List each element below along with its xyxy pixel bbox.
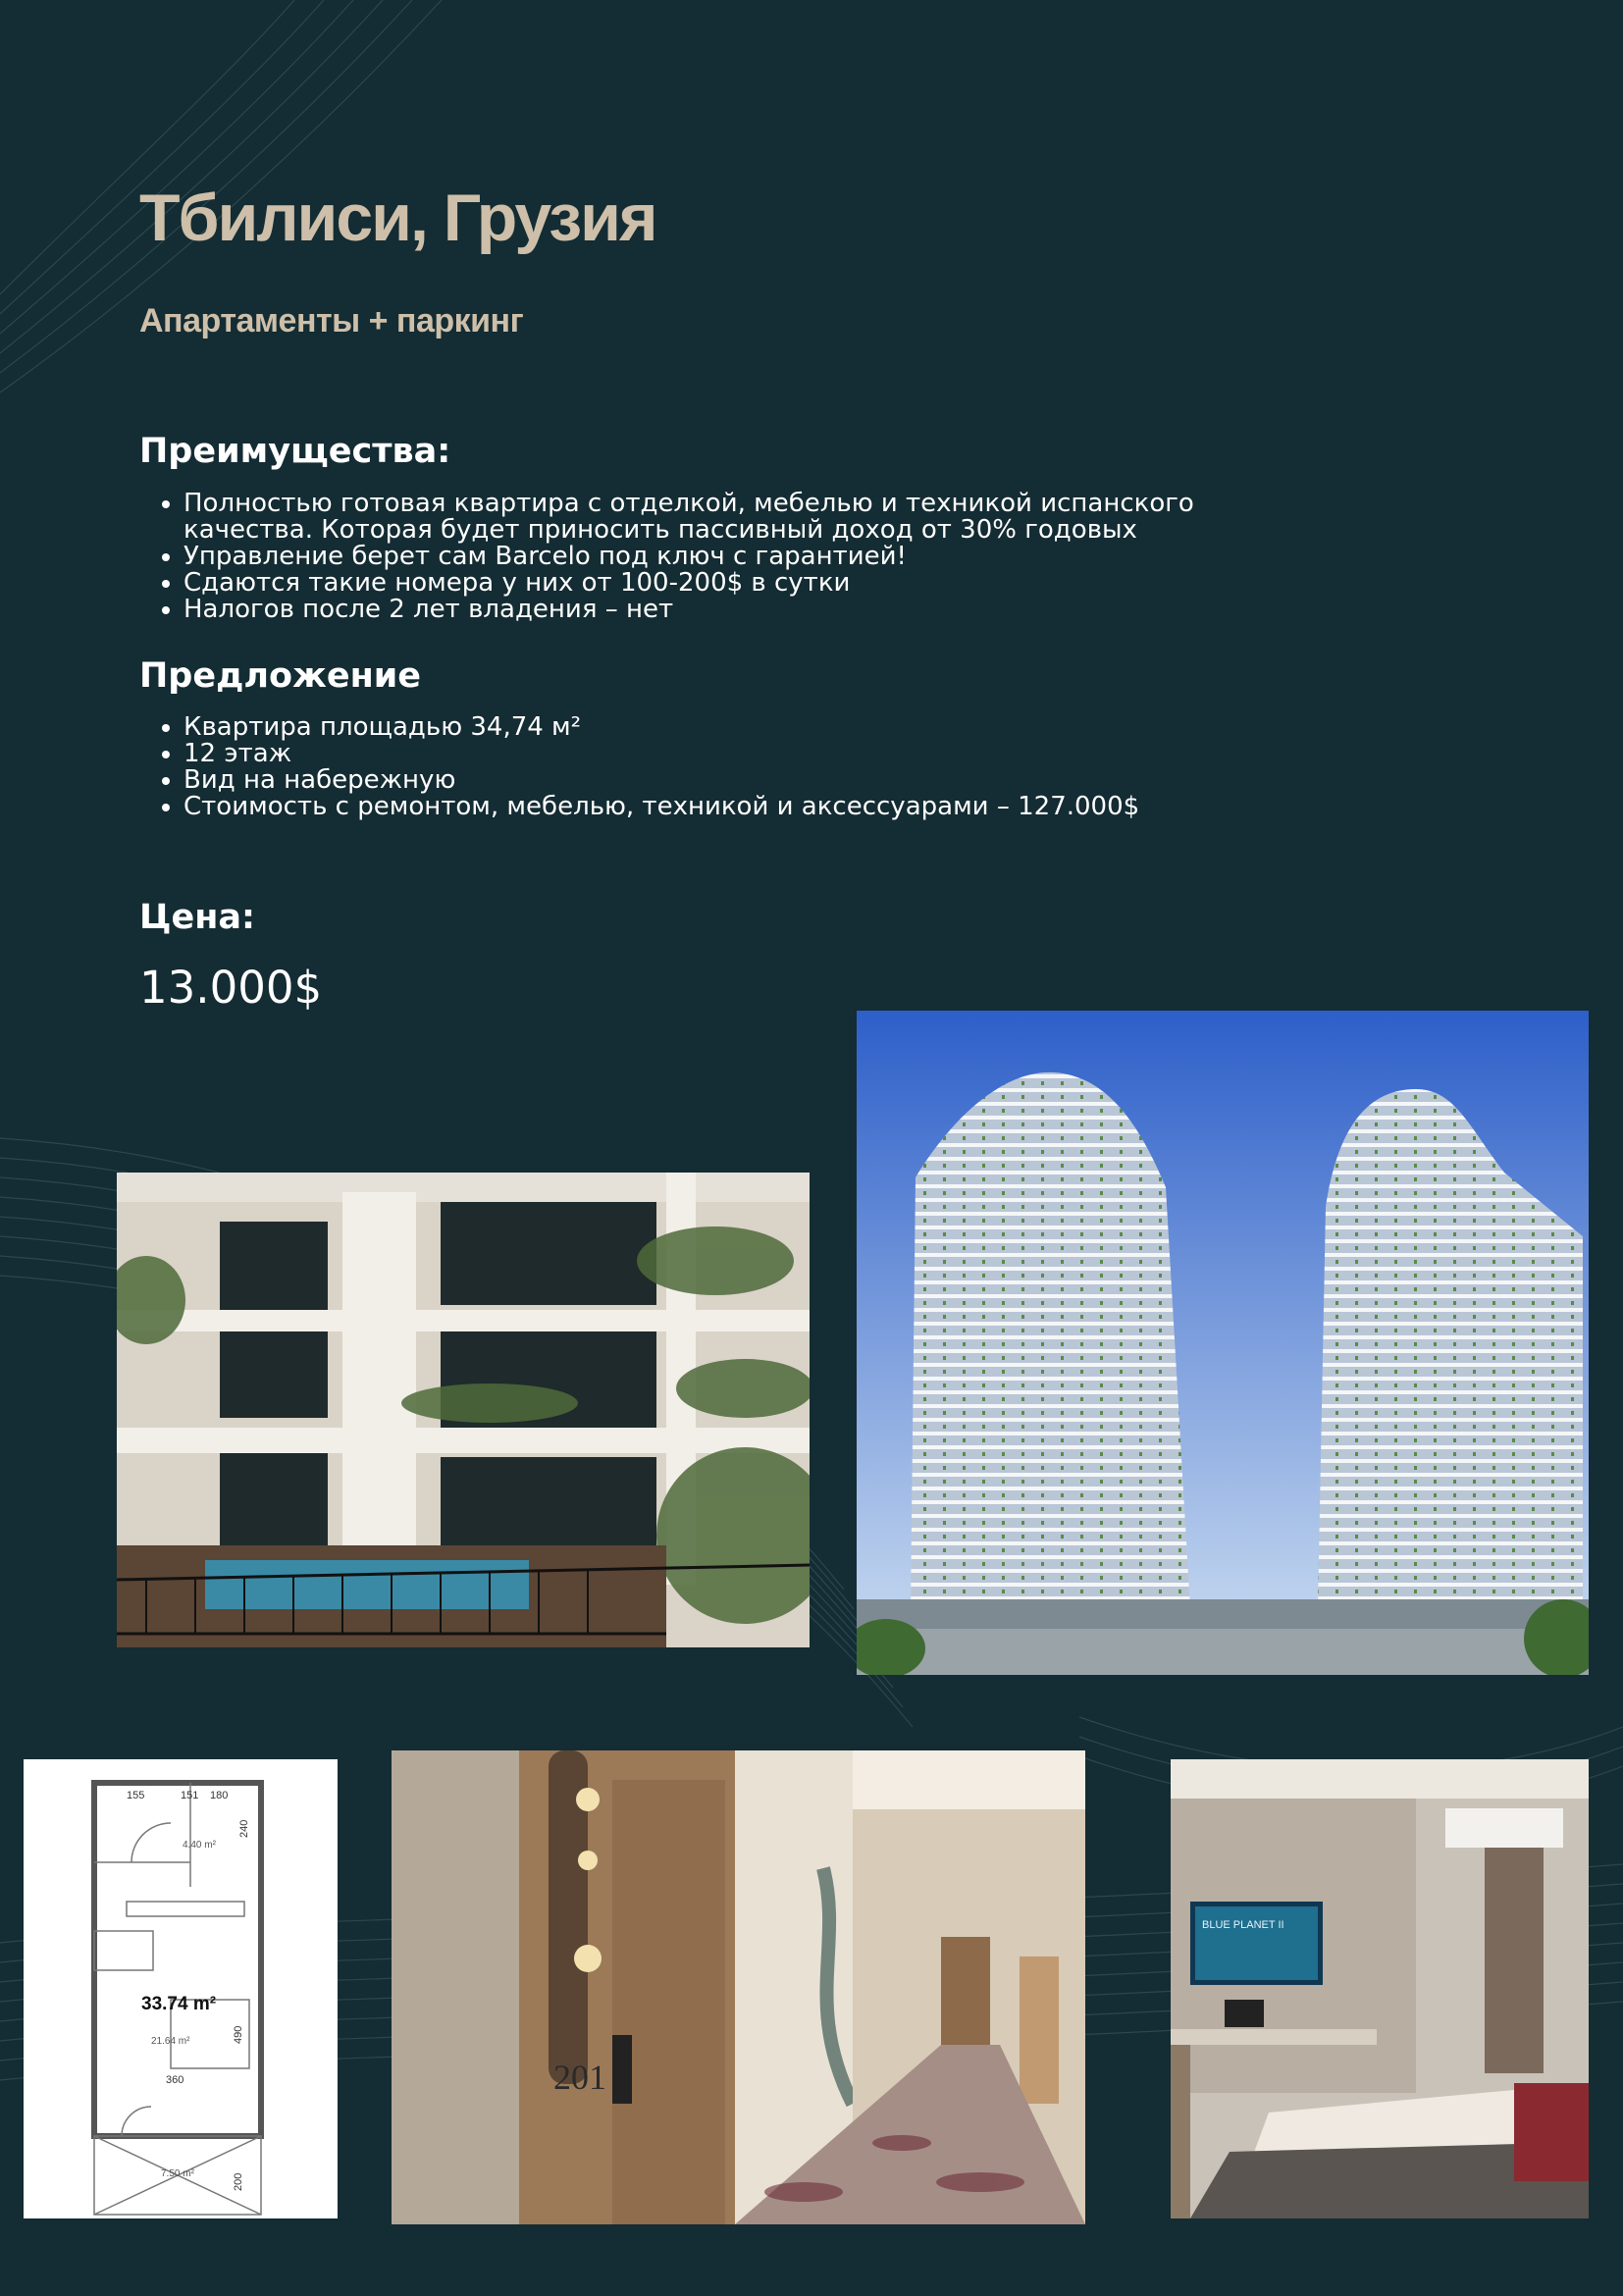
offer-list: [139, 714, 1283, 820]
bedroom-photo: [1171, 1759, 1589, 2218]
list-item: • Квартира площадью 34,74 м²: [183, 714, 1283, 741]
list-item: • Вид на набережную: [183, 767, 1283, 794]
floor-plan: [24, 1759, 338, 2218]
corridor-photo: [392, 1750, 1085, 2224]
dim-240: 240: [238, 1819, 250, 1838]
list-item: • 12 этаж: [183, 741, 1283, 767]
total-area: 33.74 m²: [141, 1994, 217, 2014]
list-item: • Сдаются такие номера у них от 100-200$ в сутки: [183, 570, 1283, 597]
list-item: • Управление берет сам Barcelo под ключ с гарантией!: [183, 544, 1283, 570]
page-subtitle: Апартаменты + паркинг: [139, 302, 524, 339]
pool-terrace-photo: [117, 1173, 810, 1647]
bath-area: 4.40 m²: [183, 1840, 216, 1851]
page-title: Тбилиси, Грузия: [139, 181, 656, 255]
dim-151: 151: [181, 1790, 199, 1801]
dim-180: 180: [210, 1790, 229, 1801]
balcony-area: 7.50 m²: [161, 2168, 194, 2179]
price-value: 13.000$: [139, 962, 323, 1014]
dim-490: 490: [233, 2025, 244, 2044]
price-heading: Цена:: [139, 898, 256, 937]
list-item: • Налогов после 2 лет владения – нет: [183, 597, 1283, 623]
dim-360: 360: [166, 2074, 184, 2086]
dim-155: 155: [127, 1790, 145, 1801]
offer-heading: Предложение: [139, 656, 422, 696]
list-item: • Стоимость с ремонтом, мебелью, техникой и аксессуарами – 127.000$: [183, 794, 1283, 820]
advantages-heading: Преимущества:: [139, 432, 451, 471]
list-item: • Полностью готовая квартира с отделкой, мебелью и техникой испанского качества. Которая будет приносить пассивный доход от 30% годовых: [183, 491, 1283, 544]
towers-photo: [857, 1011, 1589, 1675]
dim-200: 200: [233, 2172, 244, 2191]
room-area: 21.64 m²: [151, 2036, 190, 2047]
advantages-list: [139, 491, 1283, 623]
door-number: 201: [553, 2058, 606, 2097]
tv-text: BLUE PLANET II: [1202, 1919, 1284, 1931]
